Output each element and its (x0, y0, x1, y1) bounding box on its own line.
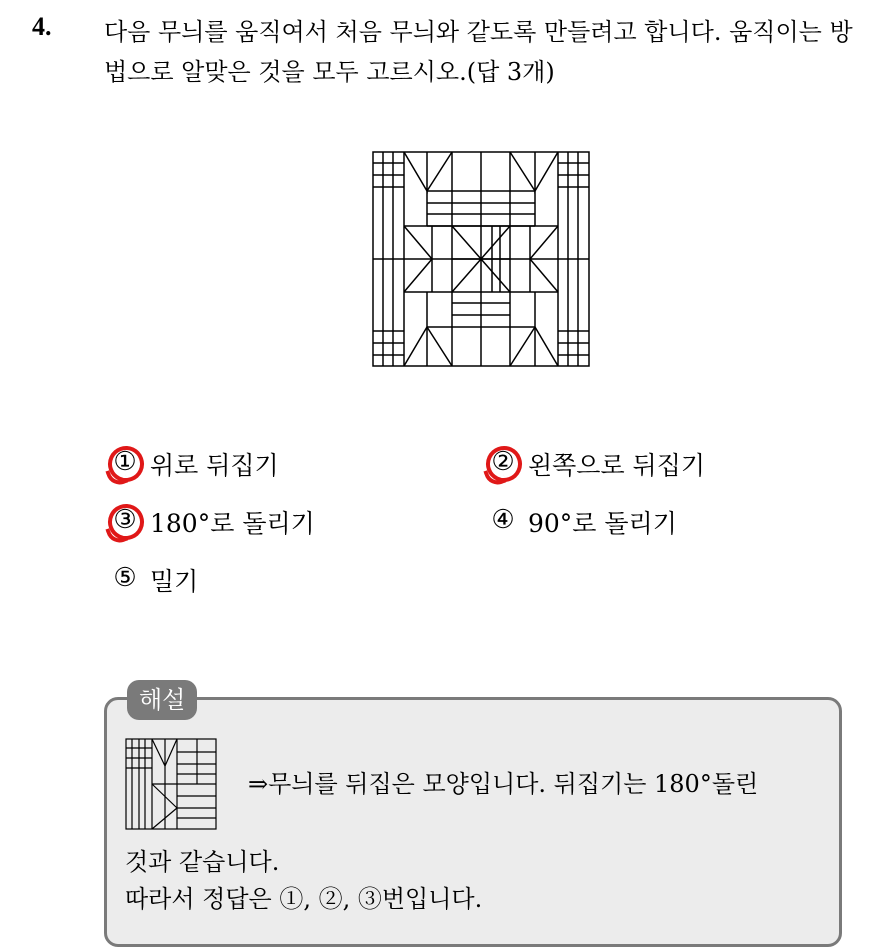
solution-line-2: 것과 같습니다. (125, 848, 280, 876)
choice-1-number: ① (113, 447, 137, 477)
choice-3-label: 180°로 돌리기 (150, 509, 315, 538)
choice-2-number: ② (491, 447, 515, 477)
choice-5-label: 밀기 (150, 567, 199, 596)
choice-4-number: ④ (491, 505, 515, 535)
solution-tag: 해설 (127, 680, 197, 720)
choice-4-label: 90°로 돌리기 (528, 509, 677, 538)
question-text: 다음 무늬를 움직여서 처음 무늬와 같도록 만들려고 합니다. 움직이는 방법으로 알맞은 것을 모두 고르시오.(답 3개) (104, 18, 853, 86)
solution-line-3: 따라서 정답은 ①, ②, ③번입니다. (125, 885, 483, 913)
solution-line-1: ⇒무늬를 뒤집은 모양입니다. 뒤집기는 180°돌린 (248, 770, 759, 798)
choice-3-number: ③ (113, 505, 137, 535)
choice-2-label: 왼쪽으로 뒤집기 (528, 451, 705, 480)
pattern-figure (372, 151, 590, 367)
choice-1-label: 위로 뒤집기 (150, 451, 279, 480)
flipped-pattern-thumbnail (125, 738, 217, 830)
question-number: 4. (32, 12, 52, 41)
choice-5-number: ⑤ (113, 563, 137, 593)
